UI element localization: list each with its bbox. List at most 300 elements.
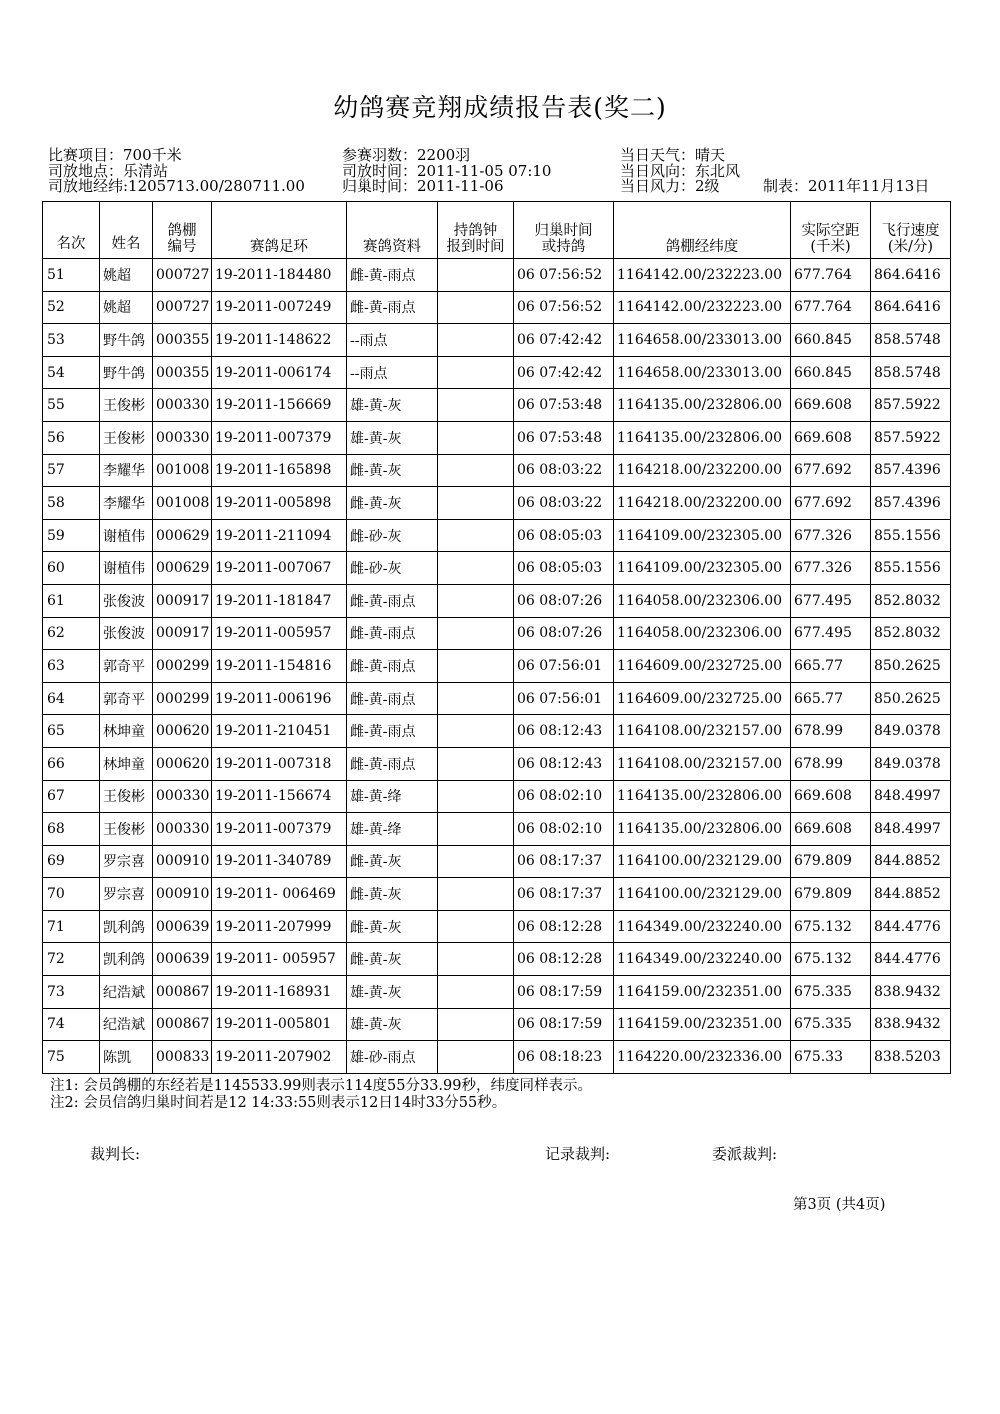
cell-ring-number: 19-2011-007318	[212, 747, 347, 780]
cell-return-time: 06 08:12:43	[514, 715, 614, 748]
cell-distance: 677.764	[791, 291, 871, 324]
cell-name: 野牛鸽	[100, 324, 153, 357]
cell-speed: 850.2625	[871, 682, 951, 715]
cell-speed: 864.6416	[871, 259, 951, 292]
cell-speed: 844.4776	[871, 943, 951, 976]
cell-clock-report-time	[438, 421, 514, 454]
cell-loft-coordinates: 1164658.00/233013.00	[614, 324, 791, 357]
cell-pigeon-info: 雌-黄-雨点	[347, 650, 438, 683]
cell-rank: 67	[43, 780, 100, 813]
cell-clock-report-time	[438, 910, 514, 943]
cell-ring-number: 19-2011-007067	[212, 552, 347, 585]
cell-rank: 57	[43, 454, 100, 487]
cell-ring-number: 19-2011-181847	[212, 584, 347, 617]
cell-loft-coordinates: 1164658.00/233013.00	[614, 356, 791, 389]
cell-rank: 59	[43, 519, 100, 552]
cell-return-time: 06 08:07:26	[514, 617, 614, 650]
cell-name: 凯利鸽	[100, 943, 153, 976]
info-column-right	[620, 147, 740, 194]
cell-clock-report-time	[438, 324, 514, 357]
cell-name: 姚超	[100, 291, 153, 324]
cell-loft-coordinates: 1164135.00/232806.00	[614, 780, 791, 813]
cell-rank: 52	[43, 291, 100, 324]
cell-loft-coordinates: 1164349.00/232240.00	[614, 910, 791, 943]
cell-pigeon-info: 雌-黄-雨点	[347, 259, 438, 292]
cell-speed: 857.4396	[871, 454, 951, 487]
cell-loft-id: 000639	[153, 943, 212, 976]
cell-return-time: 06 08:02:10	[514, 813, 614, 846]
header-speed: 飞行速度 (米/分)	[871, 202, 951, 259]
cell-loft-coordinates: 1164108.00/232157.00	[614, 747, 791, 780]
cell-ring-number: 19-2011-154816	[212, 650, 347, 683]
page-number: 第3页 (共4页)	[793, 1197, 886, 1213]
cell-pigeon-info: 雄-黄-灰	[347, 421, 438, 454]
cell-pigeon-info: 雄-砂-雨点	[347, 1041, 438, 1074]
cell-distance: 677.495	[791, 617, 871, 650]
cell-pigeon-info: 雌-黄-灰	[347, 845, 438, 878]
cell-clock-report-time	[438, 519, 514, 552]
cell-ring-number: 19-2011-005957	[212, 617, 347, 650]
cell-name: 凯利鸽	[100, 910, 153, 943]
cell-clock-report-time	[438, 291, 514, 324]
cell-loft-coordinates: 1164349.00/232240.00	[614, 943, 791, 976]
cell-name: 姚超	[100, 259, 153, 292]
cell-return-time: 06 07:53:48	[514, 389, 614, 422]
cell-name: 野牛鸽	[100, 356, 153, 389]
cell-rank: 64	[43, 682, 100, 715]
cell-loft-id: 000867	[153, 1008, 212, 1041]
table-row	[43, 747, 951, 780]
header-loft-id: 鸽棚 编号	[153, 202, 212, 259]
cell-speed: 855.1556	[871, 519, 951, 552]
cell-loft-coordinates: 1164109.00/232305.00	[614, 519, 791, 552]
cell-speed: 857.4396	[871, 487, 951, 520]
cell-rank: 74	[43, 1008, 100, 1041]
cell-name: 王俊彬	[100, 813, 153, 846]
cell-loft-coordinates: 1164135.00/232806.00	[614, 813, 791, 846]
cell-distance: 678.99	[791, 747, 871, 780]
cell-return-time: 06 08:12:28	[514, 910, 614, 943]
cell-return-time: 06 07:56:01	[514, 650, 614, 683]
cell-speed: 844.8852	[871, 845, 951, 878]
cell-name: 郭奇平	[100, 682, 153, 715]
cell-rank: 58	[43, 487, 100, 520]
cell-loft-coordinates: 1164159.00/232351.00	[614, 1008, 791, 1041]
cell-loft-coordinates: 1164218.00/232200.00	[614, 454, 791, 487]
cell-name: 李耀华	[100, 487, 153, 520]
cell-return-time: 06 08:17:59	[514, 976, 614, 1009]
cell-distance: 677.495	[791, 584, 871, 617]
cell-name: 王俊彬	[100, 421, 153, 454]
note-2: 注2: 会员信鸽归巢时间若是12 14:33:55则表示12日14时33分55秒。	[50, 1095, 507, 1111]
cell-return-time: 06 08:02:10	[514, 780, 614, 813]
table-row	[43, 324, 951, 357]
cell-return-time: 06 07:56:01	[514, 682, 614, 715]
cell-ring-number: 19-2011-168931	[212, 976, 347, 1009]
report-title: 幼鸽赛竞翔成绩报告表(奖二)	[333, 93, 667, 122]
cell-speed: 848.4997	[871, 813, 951, 846]
cell-loft-id: 000355	[153, 356, 212, 389]
cell-distance: 679.809	[791, 878, 871, 911]
table-row	[43, 1008, 951, 1041]
cell-speed: 838.9432	[871, 1008, 951, 1041]
cell-name: 李耀华	[100, 454, 153, 487]
cell-return-time: 06 08:05:03	[514, 519, 614, 552]
table-row	[43, 715, 951, 748]
cell-pigeon-info: 雌-黄-灰	[347, 487, 438, 520]
cell-pigeon-info: 雌-黄-灰	[347, 910, 438, 943]
cell-ring-number: 19-2011-006174	[212, 356, 347, 389]
cell-rank: 72	[43, 943, 100, 976]
cell-loft-id: 000330	[153, 813, 212, 846]
cell-rank: 65	[43, 715, 100, 748]
cell-clock-report-time	[438, 878, 514, 911]
cell-return-time: 06 07:56:52	[514, 259, 614, 292]
table-row	[43, 421, 951, 454]
cell-pigeon-info: 雄-黄-绛	[347, 780, 438, 813]
cell-distance: 677.692	[791, 487, 871, 520]
cell-loft-coordinates: 1164108.00/232157.00	[614, 715, 791, 748]
cell-name: 张俊波	[100, 584, 153, 617]
table-header-row	[43, 202, 951, 259]
cell-speed: 848.4997	[871, 780, 951, 813]
cell-return-time: 06 08:07:26	[514, 584, 614, 617]
cell-pigeon-info: 雌-黄-灰	[347, 454, 438, 487]
cell-return-time: 06 07:53:48	[514, 421, 614, 454]
cell-clock-report-time	[438, 356, 514, 389]
cell-ring-number: 19-2011-184480	[212, 259, 347, 292]
cell-distance: 669.608	[791, 813, 871, 846]
cell-loft-id: 000629	[153, 552, 212, 585]
cell-speed: 844.8852	[871, 878, 951, 911]
cell-name: 张俊波	[100, 617, 153, 650]
cell-loft-id: 000833	[153, 1041, 212, 1074]
cell-pigeon-info: 雄-黄-灰	[347, 389, 438, 422]
cell-distance: 677.326	[791, 552, 871, 585]
cell-rank: 55	[43, 389, 100, 422]
cell-rank: 68	[43, 813, 100, 846]
cell-distance: 665.77	[791, 650, 871, 683]
cell-loft-id: 000639	[153, 910, 212, 943]
table-row	[43, 584, 951, 617]
notes	[50, 1078, 592, 1112]
info-return-date: 归巢时间：2011-11-06	[342, 177, 504, 195]
cell-loft-id: 000330	[153, 389, 212, 422]
cell-loft-id: 000917	[153, 617, 212, 650]
cell-ring-number: 19-2011- 005957	[212, 943, 347, 976]
info-race-item: 比赛项目：700千米	[48, 146, 182, 164]
cell-loft-coordinates: 1164135.00/232806.00	[614, 421, 791, 454]
info-column-middle	[342, 147, 551, 194]
cell-ring-number: 19-2011-156669	[212, 389, 347, 422]
info-wind-force: 当日风力：2级	[620, 177, 720, 195]
cell-rank: 71	[43, 910, 100, 943]
info-entries: 参赛羽数：2200羽	[342, 146, 471, 164]
table-row	[43, 878, 951, 911]
cell-clock-report-time	[438, 682, 514, 715]
header-ring-number: 赛鸽足环	[212, 202, 347, 259]
cell-speed: 849.0378	[871, 715, 951, 748]
cell-loft-coordinates: 1164609.00/232725.00	[614, 682, 791, 715]
header-loft-coordinates: 鸽棚经纬度	[614, 202, 791, 259]
header-rank: 名次	[43, 202, 100, 259]
cell-ring-number: 19-2011-207902	[212, 1041, 347, 1074]
cell-loft-coordinates: 1164218.00/232200.00	[614, 487, 791, 520]
cell-return-time: 06 07:42:42	[514, 356, 614, 389]
cell-name: 林坤童	[100, 747, 153, 780]
cell-name: 谢植伟	[100, 552, 153, 585]
cell-loft-id: 000727	[153, 291, 212, 324]
table-row	[43, 682, 951, 715]
cell-clock-report-time	[438, 259, 514, 292]
cell-clock-report-time	[438, 976, 514, 1009]
header-clock-report-time: 持鸽钟 报到时间	[438, 202, 514, 259]
cell-pigeon-info: 雌-黄-雨点	[347, 617, 438, 650]
cell-ring-number: 19-2011-007249	[212, 291, 347, 324]
table-row	[43, 259, 951, 292]
cell-loft-coordinates: 1164100.00/232129.00	[614, 878, 791, 911]
cell-loft-id: 000620	[153, 715, 212, 748]
cell-name: 纪浩斌	[100, 1008, 153, 1041]
cell-ring-number: 19-2011-211094	[212, 519, 347, 552]
cell-ring-number: 19-2011-148622	[212, 324, 347, 357]
cell-name: 王俊彬	[100, 389, 153, 422]
cell-loft-coordinates: 1164109.00/232305.00	[614, 552, 791, 585]
cell-distance: 675.335	[791, 1008, 871, 1041]
cell-ring-number: 19-2011-156674	[212, 780, 347, 813]
cell-pigeon-info: 雄-黄-灰	[347, 1008, 438, 1041]
cell-distance: 675.335	[791, 976, 871, 1009]
cell-return-time: 06 08:12:43	[514, 747, 614, 780]
cell-name: 林坤童	[100, 715, 153, 748]
cell-speed: 857.5922	[871, 389, 951, 422]
cell-pigeon-info: 雌-黄-雨点	[347, 584, 438, 617]
header-name: 姓名	[100, 202, 153, 259]
note-1: 注1: 会员鸽棚的东经若是1145533.99则表示114度55分33.99秒，纬度同样表示。	[50, 1078, 592, 1094]
cell-clock-report-time	[438, 943, 514, 976]
cell-loft-coordinates: 1164142.00/232223.00	[614, 259, 791, 292]
cell-distance: 675.33	[791, 1041, 871, 1074]
cell-rank: 61	[43, 584, 100, 617]
cell-loft-id: 000910	[153, 845, 212, 878]
cell-pigeon-info: 雌-黄-雨点	[347, 682, 438, 715]
cell-loft-coordinates: 1164609.00/232725.00	[614, 650, 791, 683]
table-row	[43, 617, 951, 650]
cell-rank: 51	[43, 259, 100, 292]
cell-speed: 838.9432	[871, 976, 951, 1009]
cell-return-time: 06 08:05:03	[514, 552, 614, 585]
cell-clock-report-time	[438, 715, 514, 748]
cell-name: 陈凯	[100, 1041, 153, 1074]
cell-rank: 53	[43, 324, 100, 357]
cell-distance: 678.99	[791, 715, 871, 748]
cell-pigeon-info: 雌-黄-雨点	[347, 747, 438, 780]
cell-ring-number: 19-2011-340789	[212, 845, 347, 878]
cell-rank: 63	[43, 650, 100, 683]
info-wind-direction: 当日风向：东北风	[620, 161, 741, 180]
info-table-maker: 制表：2011年11月13日	[763, 177, 930, 195]
cell-name: 谢植伟	[100, 519, 153, 552]
signature-record-judge: 记录裁判:	[545, 1145, 611, 1163]
table-row	[43, 1041, 951, 1074]
table-row	[43, 650, 951, 683]
cell-distance: 677.326	[791, 519, 871, 552]
cell-rank: 73	[43, 976, 100, 1009]
cell-return-time: 06 08:03:22	[514, 487, 614, 520]
cell-speed: 858.5748	[871, 324, 951, 357]
cell-speed: 855.1556	[871, 552, 951, 585]
cell-clock-report-time	[438, 1041, 514, 1074]
cell-loft-id: 001008	[153, 487, 212, 520]
cell-speed: 852.8032	[871, 584, 951, 617]
table-row	[43, 356, 951, 389]
info-release-time: 司放时间：2011-11-05 07:10	[342, 161, 552, 180]
cell-loft-coordinates: 1164159.00/232351.00	[614, 976, 791, 1009]
cell-distance: 677.692	[791, 454, 871, 487]
cell-distance: 675.132	[791, 943, 871, 976]
cell-name: 罗宗喜	[100, 878, 153, 911]
cell-speed: 849.0378	[871, 747, 951, 780]
cell-ring-number: 19-2011-210451	[212, 715, 347, 748]
cell-name: 王俊彬	[100, 780, 153, 813]
cell-speed: 838.5203	[871, 1041, 951, 1074]
cell-rank: 69	[43, 845, 100, 878]
cell-distance: 665.77	[791, 682, 871, 715]
header-distance: 实际空距 (千米)	[791, 202, 871, 259]
cell-clock-report-time	[438, 617, 514, 650]
cell-pigeon-info: 雌-黄-灰	[347, 943, 438, 976]
table-row	[43, 389, 951, 422]
cell-ring-number: 19-2011-007379	[212, 421, 347, 454]
table-row	[43, 943, 951, 976]
info-release-location: 司放地点：乐清站	[48, 161, 169, 180]
table-row	[43, 487, 951, 520]
info-weather: 当日天气：晴天	[620, 146, 726, 164]
cell-rank: 56	[43, 421, 100, 454]
cell-loft-id: 000620	[153, 747, 212, 780]
cell-loft-coordinates: 1164135.00/232806.00	[614, 389, 791, 422]
cell-clock-report-time	[438, 813, 514, 846]
cell-clock-report-time	[438, 584, 514, 617]
cell-rank: 70	[43, 878, 100, 911]
cell-loft-id: 000299	[153, 682, 212, 715]
cell-name: 纪浩斌	[100, 976, 153, 1009]
cell-pigeon-info: 雄-黄-灰	[347, 976, 438, 1009]
table-row	[43, 519, 951, 552]
table-row	[43, 552, 951, 585]
cell-clock-report-time	[438, 487, 514, 520]
cell-loft-id: 000330	[153, 421, 212, 454]
table-row	[43, 454, 951, 487]
cell-return-time: 06 08:18:23	[514, 1041, 614, 1074]
cell-clock-report-time	[438, 650, 514, 683]
cell-loft-id: 000355	[153, 324, 212, 357]
cell-speed: 850.2625	[871, 650, 951, 683]
cell-clock-report-time	[438, 845, 514, 878]
cell-distance: 669.608	[791, 421, 871, 454]
cell-ring-number: 19-2011-005801	[212, 1008, 347, 1041]
cell-loft-id: 000917	[153, 584, 212, 617]
cell-loft-coordinates: 1164142.00/232223.00	[614, 291, 791, 324]
cell-speed: 864.6416	[871, 291, 951, 324]
signature-assigned-judge: 委派裁判:	[712, 1145, 778, 1163]
info-release-coordinates: 司放地经纬:1205713.00/280711.00	[48, 177, 305, 195]
table-row	[43, 845, 951, 878]
cell-pigeon-info: 雌-砂-灰	[347, 519, 438, 552]
table-row	[43, 291, 951, 324]
signature-chief-judge: 裁判长:	[90, 1145, 141, 1163]
table-row	[43, 780, 951, 813]
cell-speed: 844.4776	[871, 910, 951, 943]
cell-ring-number: 19-2011-007379	[212, 813, 347, 846]
cell-ring-number: 19-2011-207999	[212, 910, 347, 943]
cell-speed: 852.8032	[871, 617, 951, 650]
cell-return-time: 06 08:17:59	[514, 1008, 614, 1041]
cell-pigeon-info: --雨点	[347, 324, 438, 357]
cell-rank: 54	[43, 356, 100, 389]
cell-pigeon-info: 雄-黄-绛	[347, 813, 438, 846]
header-pigeon-info: 赛鸽资料	[347, 202, 438, 259]
cell-loft-coordinates: 1164220.00/232336.00	[614, 1041, 791, 1074]
cell-loft-id: 000910	[153, 878, 212, 911]
cell-loft-id: 000867	[153, 976, 212, 1009]
cell-loft-coordinates: 1164058.00/232306.00	[614, 617, 791, 650]
cell-clock-report-time	[438, 552, 514, 585]
cell-name: 罗宗喜	[100, 845, 153, 878]
cell-loft-id: 000629	[153, 519, 212, 552]
cell-rank: 60	[43, 552, 100, 585]
cell-pigeon-info: 雌-砂-灰	[347, 552, 438, 585]
results-table	[42, 201, 951, 1074]
cell-loft-coordinates: 1164100.00/232129.00	[614, 845, 791, 878]
cell-return-time: 06 08:03:22	[514, 454, 614, 487]
cell-clock-report-time	[438, 1008, 514, 1041]
cell-pigeon-info: 雌-黄-灰	[347, 878, 438, 911]
cell-clock-report-time	[438, 747, 514, 780]
cell-ring-number: 19-2011-005898	[212, 487, 347, 520]
table-row	[43, 976, 951, 1009]
cell-return-time: 06 08:17:37	[514, 878, 614, 911]
cell-distance: 660.845	[791, 356, 871, 389]
cell-return-time: 06 07:56:52	[514, 291, 614, 324]
cell-loft-id: 000330	[153, 780, 212, 813]
cell-distance: 669.608	[791, 780, 871, 813]
cell-clock-report-time	[438, 454, 514, 487]
cell-return-time: 06 07:42:42	[514, 324, 614, 357]
cell-speed: 857.5922	[871, 421, 951, 454]
cell-ring-number: 19-2011-165898	[212, 454, 347, 487]
cell-rank: 62	[43, 617, 100, 650]
cell-ring-number: 19-2011- 006469	[212, 878, 347, 911]
cell-pigeon-info: 雌-黄-雨点	[347, 291, 438, 324]
cell-distance: 660.845	[791, 324, 871, 357]
cell-name: 郭奇平	[100, 650, 153, 683]
cell-clock-report-time	[438, 780, 514, 813]
table-row	[43, 910, 951, 943]
cell-pigeon-info: --雨点	[347, 356, 438, 389]
cell-distance: 669.608	[791, 389, 871, 422]
cell-return-time: 06 08:17:37	[514, 845, 614, 878]
cell-distance: 677.764	[791, 259, 871, 292]
cell-loft-id: 000299	[153, 650, 212, 683]
info-column-left	[48, 147, 305, 194]
cell-rank: 66	[43, 747, 100, 780]
header-return-time: 归巢时间 或持鸽	[514, 202, 614, 259]
cell-ring-number: 19-2011-006196	[212, 682, 347, 715]
cell-distance: 675.132	[791, 910, 871, 943]
cell-rank: 75	[43, 1041, 100, 1074]
cell-return-time: 06 08:12:28	[514, 943, 614, 976]
